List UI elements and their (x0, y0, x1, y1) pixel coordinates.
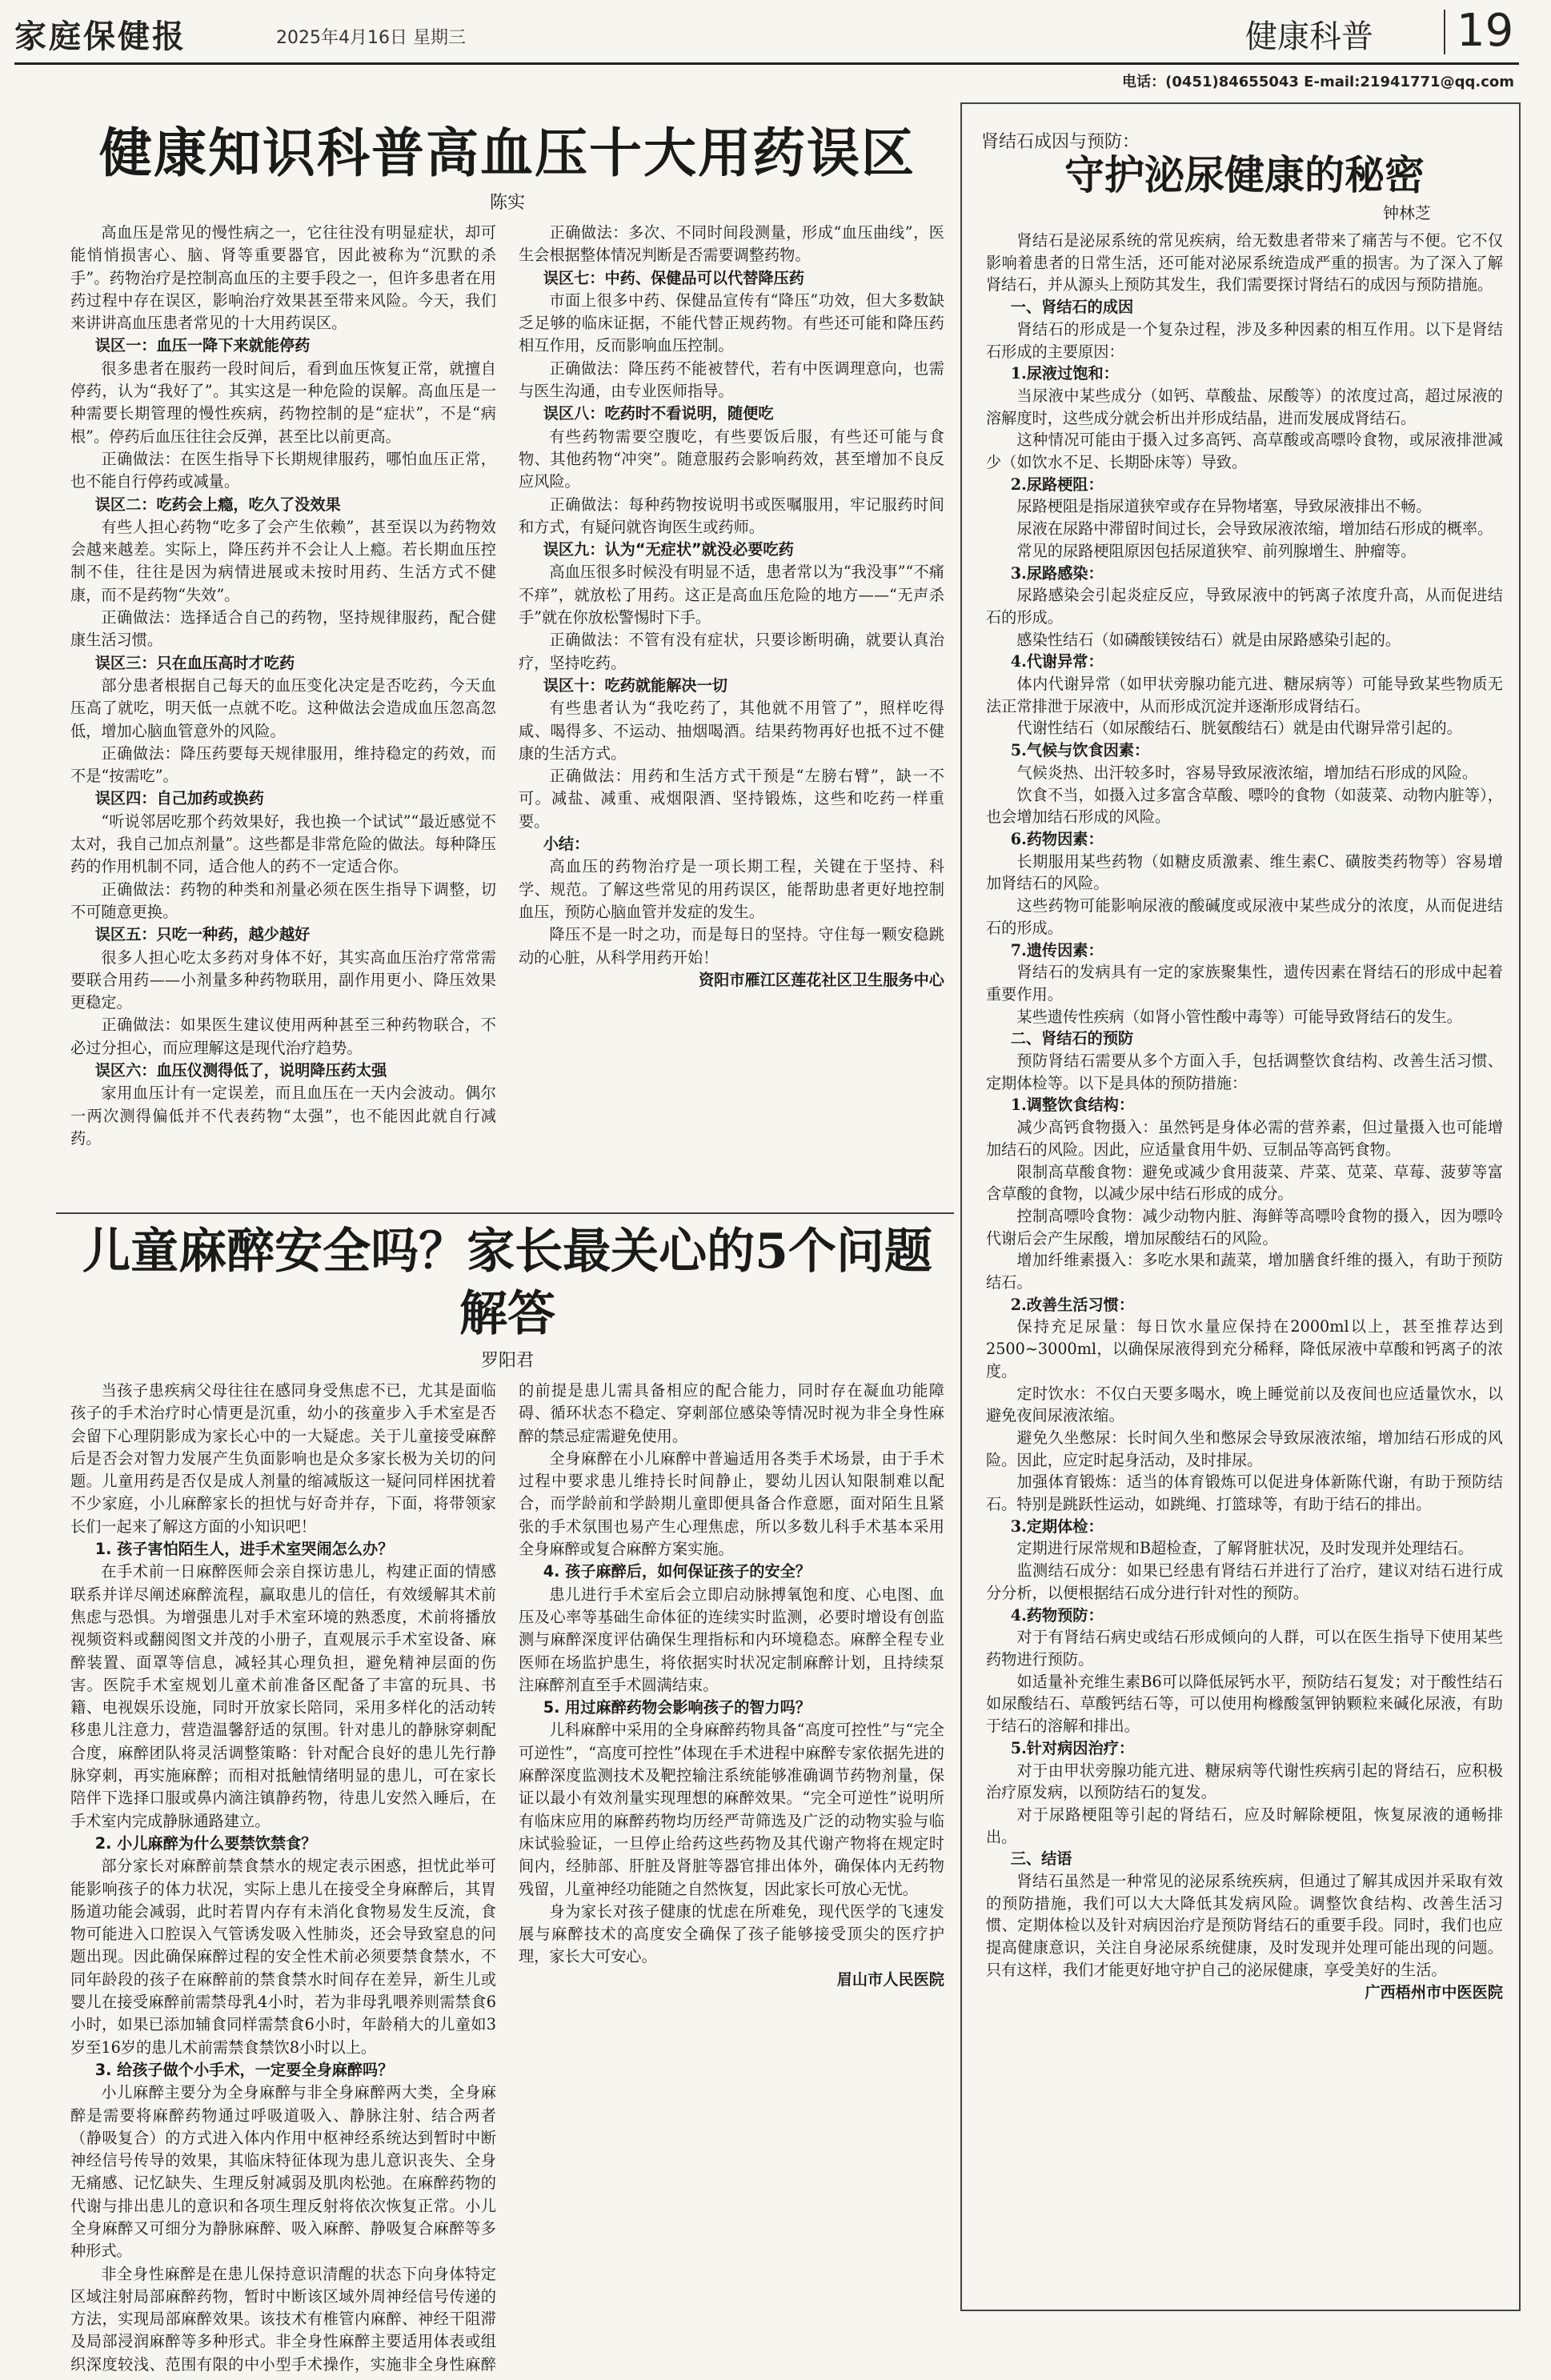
section-heading: 误区十：吃药就能解决一切 (543, 675, 727, 695)
section-heading: 5. 用过麻醉药物会影响孩子的智力吗？ (543, 1698, 812, 1717)
paragraph: 正确做法：如果医生建议使用两种甚至三种药物联合，不必过分担心，而应理解这是现代治疗趋势。 (70, 1016, 496, 1057)
paragraph: 身为家长对孩子健康的忧虑在所难免，现代医学的飞速发展与麻醉技术的高度安全确保了孩子能够接受顶尖的医疗护理，家长大可安心。 (519, 1901, 944, 1966)
paragraph: 这种情况可能由于摄入过多高钙、高草酸或高嘌呤食物，或尿液排泄减少（如饮水不足、长期卧床等）导致。 (986, 431, 1503, 472)
paragraph: 正确做法：降压药要每天规律服用，维持稳定的药效，而不是“按需吃”。 (70, 743, 496, 786)
masthead-rule (14, 62, 1519, 65)
paragraph: 预防肾结石需要从多个方面入手，包括调整饮食结构、改善生活习惯、定期体检等。以下是具体的预防措施： (986, 1052, 1503, 1092)
paragraph: 患儿进行手术室后会立即启动脉搏氧饱和度、心电图、血压及心率等基础生命体征的连续实时监测，必要时增设有创监测与麻醉深度评估确保生理指标和内环境稳态。麻醉全程专业医师在场监护患生，将依据实时状况定制麻醉计划，且持续泵注麻醉剂直至手术圆满结束。 (519, 1585, 944, 1694)
issue-date: 2025年4月16日 星期三 (276, 28, 466, 48)
paragraph: 如适量补充维生素B6可以降低尿钙水平，预防结石复发；对于酸性结石如尿酸结石、草酸钙结石等，可以使用枸橼酸氢钾钠颗粒来碱化尿液，有助于结石的溶解和排出。 (986, 1672, 1503, 1736)
paragraph: 正确做法：用药和生活方式干预是“左膀右臂”，缺一不可。减盐、减重、戒烟限酒、坚持锻炼，这些和吃药一样重要。 (519, 767, 944, 831)
article-hypertension (70, 120, 944, 1216)
page-number: 19 (1457, 5, 1514, 57)
paragraph: 代谢性结石（如尿酸结石、胱氨酸结石）就是由代谢异常引起的。 (1016, 719, 1462, 738)
paragraph: 常见的尿路梗阻原因包括尿道狭窄、前列腺增生、肿瘤等。 (1016, 541, 1417, 560)
paragraph: 定期进行尿常规和B超检查，了解肾脏状况，及时发现并处理结石。 (1016, 1539, 1473, 1558)
paragraph: 当尿液中某些成分（如钙、草酸盐、尿酸等）的浓度过高，超过尿液的溶解度时，这些成分就会析出并形成结晶，进而发展成肾结石。 (986, 386, 1503, 427)
article-source: 广西梧州市中医医院 (1365, 1982, 1503, 2001)
contact-info: 电话：(0451)84655043 E-mail:21941771@qq.com (1122, 74, 1514, 90)
paragraph: 儿科麻醉中采用的全身麻醉药物具备“高度可控性”与“完全可逆性”，“高度可控性”体现在手术进程中麻醉专家依据先进的麻醉深度监测技术及靶控输注系统能够准确调节药物剂量，保证以最小有效剂量实现理想的麻醉效果。“完全可逆性”说明所有临床应用的麻醉药物均历经严苛筛选及广泛的动物实验与临床试验验证，一旦停止给药这些药物及其代谢产物将在规定时间内，经肺部、肝脏及肾脏等器官排出体外，确保体内无药物残留，儿童神经功能随之自然恢复，因此家长可放心无忧。 (519, 1721, 944, 1898)
section-heading: 误区九：认为“无症状”就没必要吃药 (543, 540, 794, 559)
section-heading: 误区四：自己加药或换药 (94, 789, 264, 808)
article-kidney-stone (986, 150, 1503, 2342)
article-author: 陈实 (489, 193, 525, 213)
section-heading: 4. 孩子麻醉后，如何保证孩子的安全？ (543, 1562, 812, 1581)
paragraph: 很多患者在服药一段时间后，看到血压恢复正常，就擅自停药，认为“我好了”。其实这是一种危险的误解。高血压是一种需要长期管理的慢性疾病，药物控制的是“症状”，不是“病根”。停药后血压往往会反弹，甚至比以前更高。 (70, 359, 496, 446)
article-body (70, 222, 944, 1184)
paragraph: 气候炎热、出汗较多时，容易导致尿液浓缩，增加结石形成的风险。 (1016, 763, 1478, 782)
paragraph: 高血压是常见的慢性病之一，它往往没有明显症状，却可能悄悄损害心、脑、肾等重要器官，因此被称为“沉默的杀手”。药物治疗是控制高血压的主要手段之一，但许多患者在用药过程中存在误区，影响治疗效果甚至带来风险。今天，我们来讲讲高血压患者常见的十大用药误区。 (70, 223, 496, 333)
sub-heading: 5.气候与饮食因素： (1010, 741, 1150, 760)
paragraph: 非全身性麻醉是在患儿保持意识清醒的状态下向身体特定区域注射局部麻醉药物，暂时中断该区域外周神经信号传递的方法，实现局部麻醉效果。该技术有椎管内麻醉、神经干阻滞及局部浸润麻醉等多种形式。非全身性麻醉主要适用体表或组织深度较浅、范围有限的中小型手术操作，实施非全身性麻醉的前提是患儿需具备相应的配合能力，同时存在凝血功能障碍、循环状态不稳定、穿刺部位感染等情况时视为非全身性麻醉的禁忌症需避免使用。 (70, 1381, 944, 2374)
sub-heading: 1.尿液过饱和： (1010, 364, 1119, 383)
sub-heading: 4.代谢异常： (1010, 652, 1104, 671)
section-heading: 误区八：吃药时不看说明，随便吃 (543, 404, 774, 423)
paragraph: 肾结石虽然是一种常见的泌尿系统疾病，但通过了解其成因并采取有效的预防措施，我们可以大大降低其发病风险。调整饮食结构、改善生活习惯、定期体检以及针对病因治疗是预防肾结石的重要手段。同时，我们也应提高健康意识，关注自身泌尿系统健康，及时发现并处理可能出现的问题。只有这样，我们才能更好地守护自己的泌尿健康，享受美好的生活。 (986, 1872, 1503, 1979)
article-title: 健康知识科普高血压十大用药误区 (99, 122, 916, 184)
article-child-anesthesia (70, 1220, 944, 2374)
paragraph: 正确做法：降压药不能被替代，若有中医调理意向，也需与医生沟通，由专业医师指导。 (519, 359, 944, 401)
sub-heading: 4.药物预防： (1010, 1605, 1104, 1625)
section-heading: 小结： (543, 835, 590, 854)
paragraph: “听说邻居吃那个药效果好，我也换一个试试”“最近感觉不太对，我自己加点剂量”。这些都是非常危险的做法。每种降压药的作用机制不同，适合他人的药不一定适合你。 (70, 811, 496, 876)
sub-heading: 3.尿路感染： (1010, 563, 1104, 583)
section-heading: 误区一：血压一降下来就能停药 (94, 336, 311, 355)
masthead (0, 0, 1551, 90)
section-heading: 3. 给孩子做个小手术，一定要全身麻醉吗？ (94, 2060, 394, 2079)
paragraph: 长期服用某些药物（如糖皮质激素、维生素C、磺胺类药物等）容易增加肾结石的风险。 (986, 851, 1503, 893)
article-source: 眉山市人民医院 (836, 1969, 944, 1989)
paragraph: 增加纤维素摄入：多吃水果和蔬菜，增加膳食纤维的摄入，有助于预防结石。 (986, 1251, 1503, 1292)
article-body (986, 230, 1503, 2342)
sub-heading: 3.定期体检： (1010, 1517, 1104, 1536)
article-source: 资阳市雁江区莲花社区卫生服务中心 (699, 970, 944, 989)
section-heading: 误区五：只吃一种药，越少越好 (94, 925, 311, 944)
section-heading: 误区三：只在血压高时才吃药 (94, 653, 295, 672)
article-divider (56, 1212, 954, 1214)
paragraph: 正确做法：多次、不同时间段测量，形成“血压曲线”，医生会根据整体情况判断是否需要调整药物。 (519, 223, 944, 265)
section-heading: 2. 小儿麻醉为什么要禁饮禁食？ (94, 1833, 317, 1853)
paragraph: 正确做法：选择适合自己的药物，坚持规律服药，配合健康生活习惯。 (70, 608, 496, 650)
paragraph: 对于由甲状旁腺功能亢进、糖尿病等代谢性疾病引起的肾结石，应积极治疗原发病，以预防结石的复发。 (986, 1761, 1503, 1802)
article-author: 钟林芝 (1383, 203, 1431, 222)
section-heading: 误区七：中药、保健品可以代替降压药 (543, 268, 804, 287)
paragraph: 某些遗传性疾病（如肾小管性酸中毒等）可能导致肾结石的发生。 (1016, 1007, 1462, 1026)
paragraph: 这些药物可能影响尿液的酸碱度或尿液中某些成分的浓度，从而促进结石的形成。 (986, 896, 1503, 937)
article-title: 守护泌尿健康的秘密 (1064, 151, 1425, 198)
section-heading: 二、肾结石的预防 (1010, 1029, 1134, 1048)
paragraph: 避免久坐憋尿：长时间久坐和憋尿会导致尿液浓缩，增加结石形成的风险。因此，应定时起身活动，及时排尿。 (986, 1428, 1503, 1469)
paragraph: 正确做法：不管有没有症状，只要诊断明确，就要认真治疗，坚持吃药。 (519, 631, 944, 672)
paragraph: 正确做法：每种药物按说明书或医嘱服用，牢记服药时间和方式，有疑问就咨询医生或药师。 (519, 495, 944, 536)
paragraph: 有些患者认为“我吃药了，其他就不用管了”，照样吃得咸、喝得多、不运动、抽烟喝酒。结果药物再好也抵不过不健康的生活方式。 (519, 699, 944, 763)
paragraph: 定时饮水：不仅白天要多喝水，晚上睡觉前以及夜间也应适量饮水，以避免夜间尿液浓缩。 (986, 1384, 1503, 1425)
paragraph: 肾结石的形成是一个复杂过程，涉及多种因素的相互作用。以下是肾结石形成的主要原因： (986, 319, 1503, 361)
paragraph: 减少高钙食物摄入：虽然钙是身体必需的营养素，但过量摄入也可能增加结石的风险。因此，应适量食用牛奶、豆制品等高钙食物。 (986, 1118, 1503, 1159)
article-author: 罗阳君 (480, 1351, 534, 1371)
paragraph: 控制高嘌呤食物：减少动物内脏、海鲜等高嘌呤食物的摄入，因为嘌呤代谢后会产生尿酸，增加尿酸结石的风险。 (986, 1206, 1503, 1248)
paragraph: 当孩子患疾病父母往往在感同身受焦虑不已，尤其是面临孩子的手术治疗时心情更是沉重，幼小的孩童步入手术室是否会留下心理阴影成为家长心中的一大疑虑。关于儿童接受麻醉后是否会对智力发展产生负面影响也是众多家长极为关切的问题。儿童用药是否仅是成人剂量的缩减版这一疑问同样困扰着不少家庭，小儿麻醉家长的担忧与好奇并存，下面，将带领家长们一起来了解这方面的小知识吧！ (70, 1381, 496, 1536)
section-heading: 误区六：血压仪测得低了，说明降压药太强 (94, 1060, 387, 1080)
paragraph: 保持充足尿量：每日饮水量应保持在2000ml以上，甚至推荐达到2500~3000ml，以确保尿液得到充分稀释，降低尿液中草酸和钙离子的浓度。 (986, 1317, 1503, 1380)
sub-heading: 2.改善生活习惯： (1010, 1295, 1135, 1314)
paragraph: 尿路感染会引起炎症反应，导致尿液中的钙离子浓度升高，从而促进结石的形成。 (986, 586, 1503, 627)
section-heading: 三、结语 (1010, 1849, 1072, 1869)
paragraph: 市面上很多中药、保健品宣传有“降压”功效，但大多数缺乏足够的临床证据，不能代替正规药物。有些还可能和降压药相互作用，反而影响血压控制。 (519, 290, 944, 355)
paragraph: 降压不是一时之功，而是每日的坚持。守住每一颗安稳跳动的心脏，从科学用药开始！ (519, 925, 944, 967)
paragraph: 限制高草酸食物：避免或减少食用菠菜、芹菜、苋菜、草莓、菠萝等富含草酸的食物，以减少尿中结石形成的成分。 (986, 1162, 1503, 1204)
sub-heading: 5.针对病因治疗： (1010, 1738, 1135, 1757)
paragraph: 体内代谢异常（如甲状旁腺功能亢进、糖尿病等）可能导致某些物质无法正常排泄于尿液中，从而形成沉淀并逐渐形成肾结石。 (986, 675, 1503, 715)
paragraph: 肾结石的发病具有一定的家族聚集性，遗传因素在肾结石的形成中起着重要作用。 (986, 963, 1503, 1004)
paragraph: 饮食不当，如摄入过多富含草酸、嘌呤的食物（如菠菜、动物内脏等），也会增加结石形成的风险。 (986, 785, 1503, 827)
sub-heading: 7.遗传因素： (1010, 940, 1104, 960)
section-heading: 误区二：吃药会上瘾，吃久了没效果 (94, 495, 341, 514)
sub-heading: 2.尿路梗阻： (1010, 475, 1104, 494)
paragraph: 加强体育锻炼：适当的体育锻炼可以促进身体新陈代谢，有助于预防结石。特别是跳跃性运动，如跳绳、打篮球等，有助于结石的排出。 (986, 1472, 1503, 1514)
paragraph: 部分患者根据自己每天的血压变化决定是否吃药，今天血压高了就吃，明天低一点就不吃。这种做法会造成血压忽高忽低，增加心脑血管意外的风险。 (70, 675, 496, 740)
paragraph: 正确做法：药物的种类和剂量必须在医生指导下调整，切不可随意更换。 (70, 879, 496, 921)
article-body (70, 1380, 944, 2380)
sub-heading: 1.调整饮食结构： (1010, 1096, 1135, 1115)
paragraph: 高血压的药物治疗是一项长期工程，关键在于坚持、科学、规范。了解这些常见的用药误区，能帮助患者更好地控制血压，预防心脑血管并发症的发生。 (519, 857, 944, 921)
paragraph: 有些人担心药物“吃多了会产生依赖”，甚至误以为药物效会越来越差。实际上，降压药并不会让人上瘾。若长期血压控制不佳，往往是因为病情进展或未按时用药、生活方式不健康，而不是药物“失效”。 (70, 517, 496, 604)
paragraph: 对于有肾结石病史或结石形成倾向的人群，可以在医生指导下使用某些药物进行预防。 (986, 1628, 1503, 1669)
paragraph: 有些药物需要空腹吃，有些要饭后服，有些还可能与食物、其他药物“冲突”。随意服药会影响药效，甚至增加不良反应风险。 (519, 427, 944, 491)
article-kicker: 肾结石成因与预防： (981, 132, 1140, 152)
paragraph: 感染性结石（如磷酸镁铵结石）就是由尿路感染引起的。 (1016, 630, 1401, 649)
paragraph: 肾结石是泌尿系统的常见疾病，给无数患者带来了痛苦与不便。它不仅影响着患者的日常生活，还可能对泌尿系统造成严重的损害。为了深入了解肾结石，并从源头上预防其发生，我们需要探讨肾结石的成因与预防措施。 (986, 231, 1503, 294)
paragraph: 尿路梗阻是指尿道狭窄或存在异物堵塞，导致尿液排出不畅。 (1016, 497, 1432, 516)
paragraph: 监测结石成分：如果已经患有肾结石并进行了治疗，建议对结石进行成分分析，以便根据结石成分进行针对性的预防。 (986, 1561, 1503, 1602)
section-title: 健康科普 (1245, 18, 1373, 55)
section-divider (1444, 10, 1445, 54)
paragraph: 家用血压计有一定误差，而且血压在一天内会波动。偶尔一两次测得偏低并不代表药物“太强”，也不能因此就自行减药。 (70, 1084, 496, 1148)
paragraph: 高血压很多时候没有明显不适，患者常以为“我没事”“不痛不痒”，就放松了用药。这正是高血压危险的地方——“无声杀手”就在你放松警惕时下手。 (519, 563, 944, 627)
paragraph: 部分家长对麻醉前禁食禁水的规定表示困惑，担忧此举可能影响孩子的体力状况，实际上患儿在接受全身麻醉后，其胃肠道功能会减弱，此时若胃内存有未消化食物易发生反流，食物可能进入口腔误入气管诱发吸入性肺炎，还会导致窒息的问题出现。因此确保麻醉过程的安全性术前必须要禁食禁水，不同年龄段的孩子在麻醉前的禁食禁水时间存在差异，新生儿或婴儿在接受麻醉前需禁母乳4小时，若为非母乳喂养则需禁食6小时，如果已添加辅食同样需禁食6小时，年龄稍大的儿童如3岁至16岁的患儿术前需禁食禁饮8小时以上。 (70, 1857, 496, 2057)
paragraph: 尿液在尿路中滞留时间过长，会导致尿液浓缩，增加结石形成的概率。 (1016, 519, 1493, 539)
section-heading: 1. 孩子害怕陌生人，进手术室哭闹怎么办？ (94, 1540, 394, 1559)
newspaper-name: 家庭保健报 (14, 18, 186, 55)
article-title: 儿童麻醉安全吗？家长最关心的5个问题解答 (82, 1224, 932, 1342)
paragraph: 小儿麻醉主要分为全身麻醉与非全身麻醉两大类，全身麻醉是需要将麻醉药物通过呼吸道吸入、静脉注射、结合两者（静吸复合）的方式进入体内作用中枢神经系统达到暂时中断神经信号传导的效果，其临床特征体现为患儿意识丧失、全身无痛感、记忆缺失、生理反射减弱及肌肉松弛。在麻醉药物的代谢与排出患儿的意识和各项生理反射将依次恢复正常。小儿全身麻醉又可细分为静脉麻醉、吸入麻醉、静吸复合麻醉等多种形式。 (70, 2083, 496, 2261)
paragraph: 在手术前一日麻醉医师会亲自探访患儿，构建正面的情感联系并详尽阐述麻醉流程，赢取患儿的信任，有效缓解其术前焦虑与恐惧。为增强患儿对手术室环境的熟悉度，术前将播放视频资料或翻阅图文并茂的小册子，直观展示手术室设备、麻醉装置、面罩等信息，减轻其心理负担，避免精神层面的伤害。医院手术室规划儿童术前准备区配备了丰富的玩具、书籍、电视娱乐设施，同时开放家长陪同，采用多样化的活动转移患儿注意力，营造温馨舒适的氛围。针对患儿的静脉穿刺配合度，麻醉团队将灵活调整策略：针对配合良好的患儿先行静脉穿刺，再实施麻醉；而相对抵触情绪明显的患儿，可在家长陪伴下选择口服或鼻内滴注镇静药物，待患儿安然入睡后，在手术室内完成静脉通路建立。 (70, 1562, 496, 1830)
section-heading: 一、肾结石的成因 (1010, 298, 1134, 317)
paragraph: 全身麻醉在小儿麻醉中普遍适用各类手术场景，由于手术过程中要求患儿维持长时间静止，婴幼儿因认知限制难以配合，而学龄前和学龄期儿童即便具备合作意愿，面对陌生且紧张的手术氛围也易产生心理焦虑，所以多数儿科手术基本采用全身麻醉或复合麻醉方案实施。 (519, 1448, 944, 1559)
sub-heading: 6.药物因素： (1010, 829, 1104, 848)
paragraph: 对于尿路梗阻等引起的肾结石，应及时解除梗阻，恢复尿液的通畅排出。 (986, 1805, 1503, 1846)
paragraph: 很多人担心吃太多药对身体不好，其实高血压治疗常常需要联合用药——小剂量多种药物联用，副作用更小、降压效果更稳定。 (70, 948, 496, 1012)
paragraph: 正确做法：在医生指导下长期规律服药，哪怕血压正常，也不能自行停药或减量。 (70, 449, 496, 491)
